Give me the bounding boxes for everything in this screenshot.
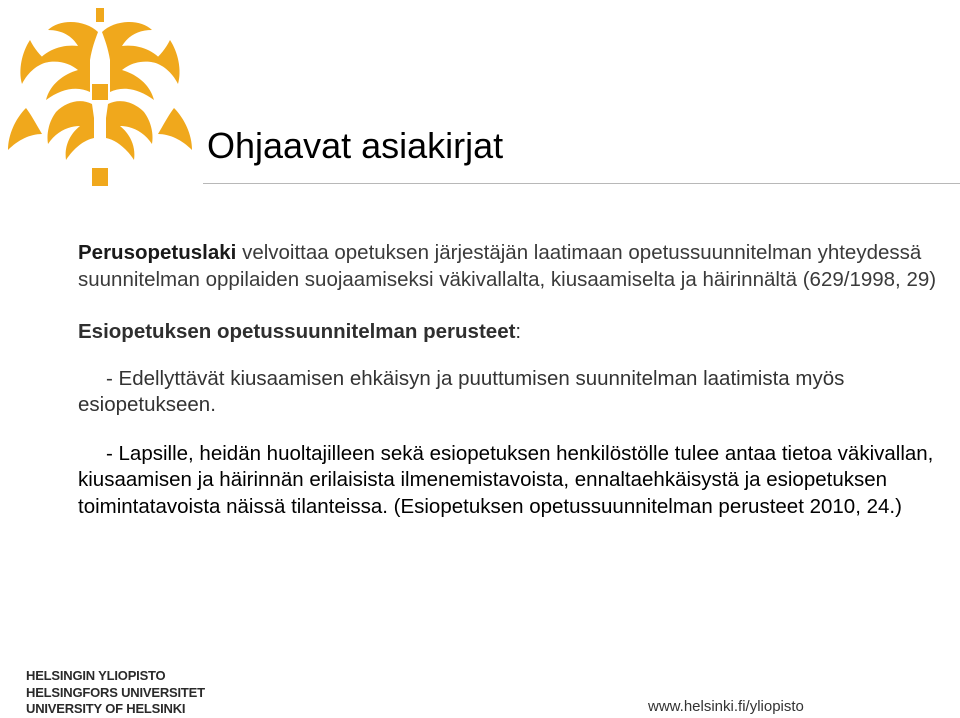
wordmark-line-en: UNIVERSITY OF HELSINKI	[26, 701, 186, 716]
bullet-text-1: - Edellyttävät kiusaamisen ehkäisyn ja puuttumisen suunnitelman laatimista myös esiopetukseen.	[78, 366, 845, 416]
bullet-text-2: - Lapsille, heidän huoltajilleen sekä esiopetuksen henkilöstölle tulee antaa tietoa väkivallan, kiusaamisen ja häirinnän erilaisista ilmenemistavoista, ennaltaehkäisystä ja esiopetuksen toimintatavoista näissä tilanteissa. (Esiopetuksen opetussuunnitelman perusteet 2010, 24.)	[78, 441, 934, 518]
law-text: velvoittaa opetuksen järjestäjän laatimaan opetussuunnitelman yhteydessä suunnitelman oppilaiden suojaamiseksi väkivallalta, kiusaamiselta ja häirinnältä (629/1998, 29)	[78, 241, 937, 291]
university-wordmark	[26, 668, 205, 718]
footer-url-link[interactable]: www.helsinki.fi/yliopisto	[648, 698, 804, 715]
bullet-item-1	[78, 366, 938, 419]
section-heading	[78, 319, 938, 346]
slide-body	[78, 240, 938, 520]
title-divider	[203, 183, 960, 184]
wordmark-line-sv: HELSINGFORS UNIVERSITET	[26, 684, 205, 700]
university-flame-logo-icon	[0, 0, 210, 200]
section-heading-text: Esiopetuksen opetussuunnitelman perusteet	[78, 320, 516, 343]
slide-title: Ohjaavat asiakirjat	[207, 125, 504, 166]
bullet-item-2	[78, 441, 938, 521]
section-heading-colon: :	[515, 320, 522, 343]
law-paragraph	[78, 240, 938, 293]
wordmark-line-fi: HELSINGIN YLIOPISTO	[26, 668, 166, 683]
law-name: Perusopetuslaki	[78, 241, 237, 264]
